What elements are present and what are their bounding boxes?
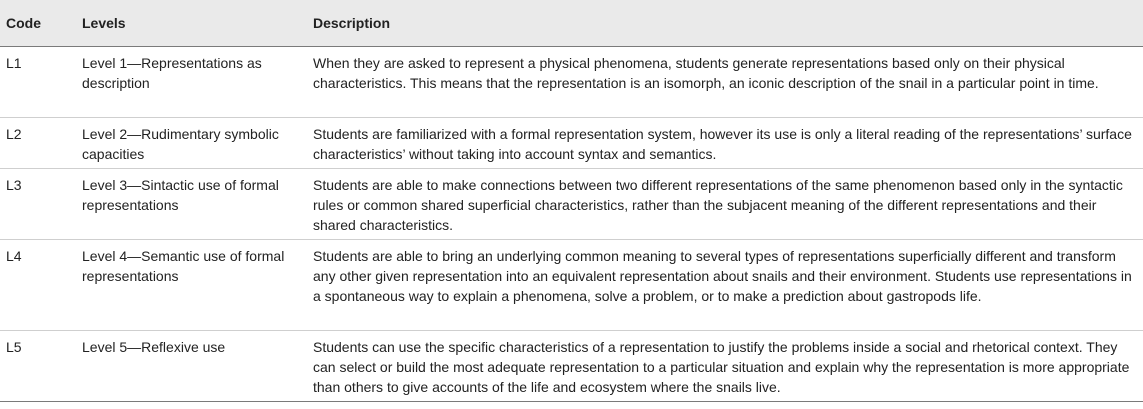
cell-level: Level 3—Sintactic use of formal representations: [76, 169, 310, 240]
header-code: Code: [0, 0, 76, 47]
table-body: [0, 47, 1143, 402]
table-row: [0, 240, 1143, 331]
header-levels: Levels: [76, 0, 310, 47]
cell-description: Students are able to bring an underlying common meaning to several types of representations superficially different and transform any other given representation into an equivalent representation about snails and their environment. Students use representations in a spontaneous way to explain a phenomena, solve a problem, or to make a prediction about gastropods life.: [310, 240, 1143, 331]
header-row: [0, 0, 1143, 47]
cell-code: L2: [0, 118, 76, 169]
cell-code: L4: [0, 240, 76, 331]
cell-level: Level 2—Rudimentary symbolic capacities: [76, 118, 310, 169]
cell-description: Students are able to make connections between two different representations of the same phenomenon based only in the syntactic rules or common shared superficial characteristics, rather than the subjacent meaning of the different representations and their shared characteristics.: [310, 169, 1143, 240]
table-row: [0, 169, 1143, 240]
cell-code: L5: [0, 331, 76, 402]
header-description: Description: [310, 0, 1143, 47]
table-row: [0, 331, 1143, 402]
table-row: [0, 47, 1143, 118]
table-header: [0, 0, 1143, 47]
table-row: [0, 118, 1143, 169]
cell-description: When they are asked to represent a physical phenomena, students generate representations based only on their physical characteristics. This means that the representation is an isomorph, an iconic description of the snail in a particular point in time.: [310, 47, 1143, 118]
cell-description: Students are familiarized with a formal representation system, however its use is only a literal reading of the representations’ surface characteristics’ without taking into account syntax and semantics.: [310, 118, 1143, 169]
cell-description: Students can use the specific characteristics of a representation to justify the problems inside a social and rhetorical context. They can select or build the most adequate representation to a particular situation and explain why the representation is more appropriate than others to give accounts of the life and ecosystem where the snails live.: [310, 331, 1143, 402]
cell-code: L3: [0, 169, 76, 240]
cell-code: L1: [0, 47, 76, 118]
cell-level: Level 4—Semantic use of formal representations: [76, 240, 310, 331]
cell-level: Level 1—Representations as description: [76, 47, 310, 118]
cell-level: Level 5—Reflexive use: [76, 331, 310, 402]
